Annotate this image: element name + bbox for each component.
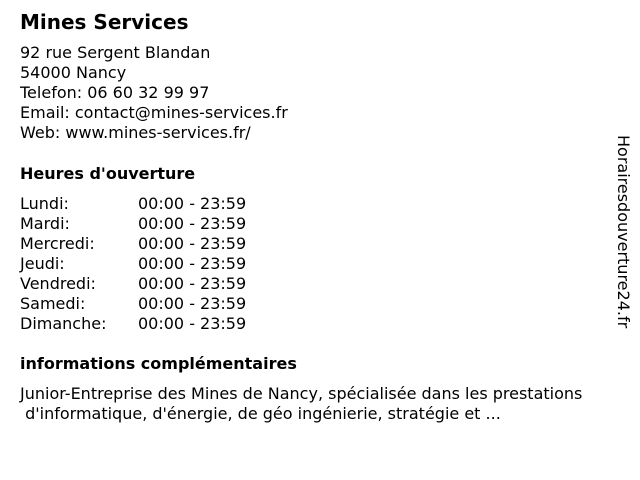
hours-row [20, 294, 246, 314]
contact-block [20, 43, 288, 143]
hours-day: Samedi: [20, 294, 86, 313]
site-watermark: Horairesdouverture24.fr [614, 135, 633, 329]
address-line1: 92 rue Sergent Blandan [20, 43, 211, 62]
hours-time: 00:00 - 23:59 [138, 254, 247, 273]
info-line2: d'informatique, d'énergie, de géo ingénierie, stratégie et ... [20, 404, 501, 423]
hours-time: 00:00 - 23:59 [138, 234, 247, 253]
hours-row [20, 234, 246, 254]
phone-line: Telefon: 06 60 32 99 97 [20, 83, 210, 102]
hours-day: Lundi: [20, 194, 69, 213]
hours-day: Mercredi: [20, 234, 95, 253]
info-text [20, 384, 635, 424]
hours-heading: Heures d'ouverture [20, 164, 196, 183]
hours-day: Mardi: [20, 214, 70, 233]
hours-row [20, 314, 246, 334]
hours-day: Vendredi: [20, 274, 96, 293]
hours-time: 00:00 - 23:59 [138, 214, 247, 233]
hours-row [20, 214, 246, 234]
info-heading: informations complémentaires [20, 354, 297, 373]
address-line2: 54000 Nancy [20, 63, 127, 82]
hours-row [20, 194, 246, 214]
hours-time: 00:00 - 23:59 [138, 314, 247, 333]
hours-row [20, 254, 246, 274]
business-name: Mines Services [20, 10, 189, 34]
hours-row [20, 274, 246, 294]
email-line: Email: contact@mines-services.fr [20, 103, 288, 122]
hours-table [20, 194, 246, 334]
hours-time: 00:00 - 23:59 [138, 294, 247, 313]
hours-time: 00:00 - 23:59 [138, 274, 247, 293]
hours-day: Jeudi: [20, 254, 65, 273]
hours-time: 00:00 - 23:59 [138, 194, 247, 213]
web-line: Web: www.mines-services.fr/ [20, 123, 251, 142]
hours-day: Dimanche: [20, 314, 107, 333]
info-line1: Junior-Entreprise des Mines de Nancy, spécialisée dans les prestations [20, 384, 583, 403]
